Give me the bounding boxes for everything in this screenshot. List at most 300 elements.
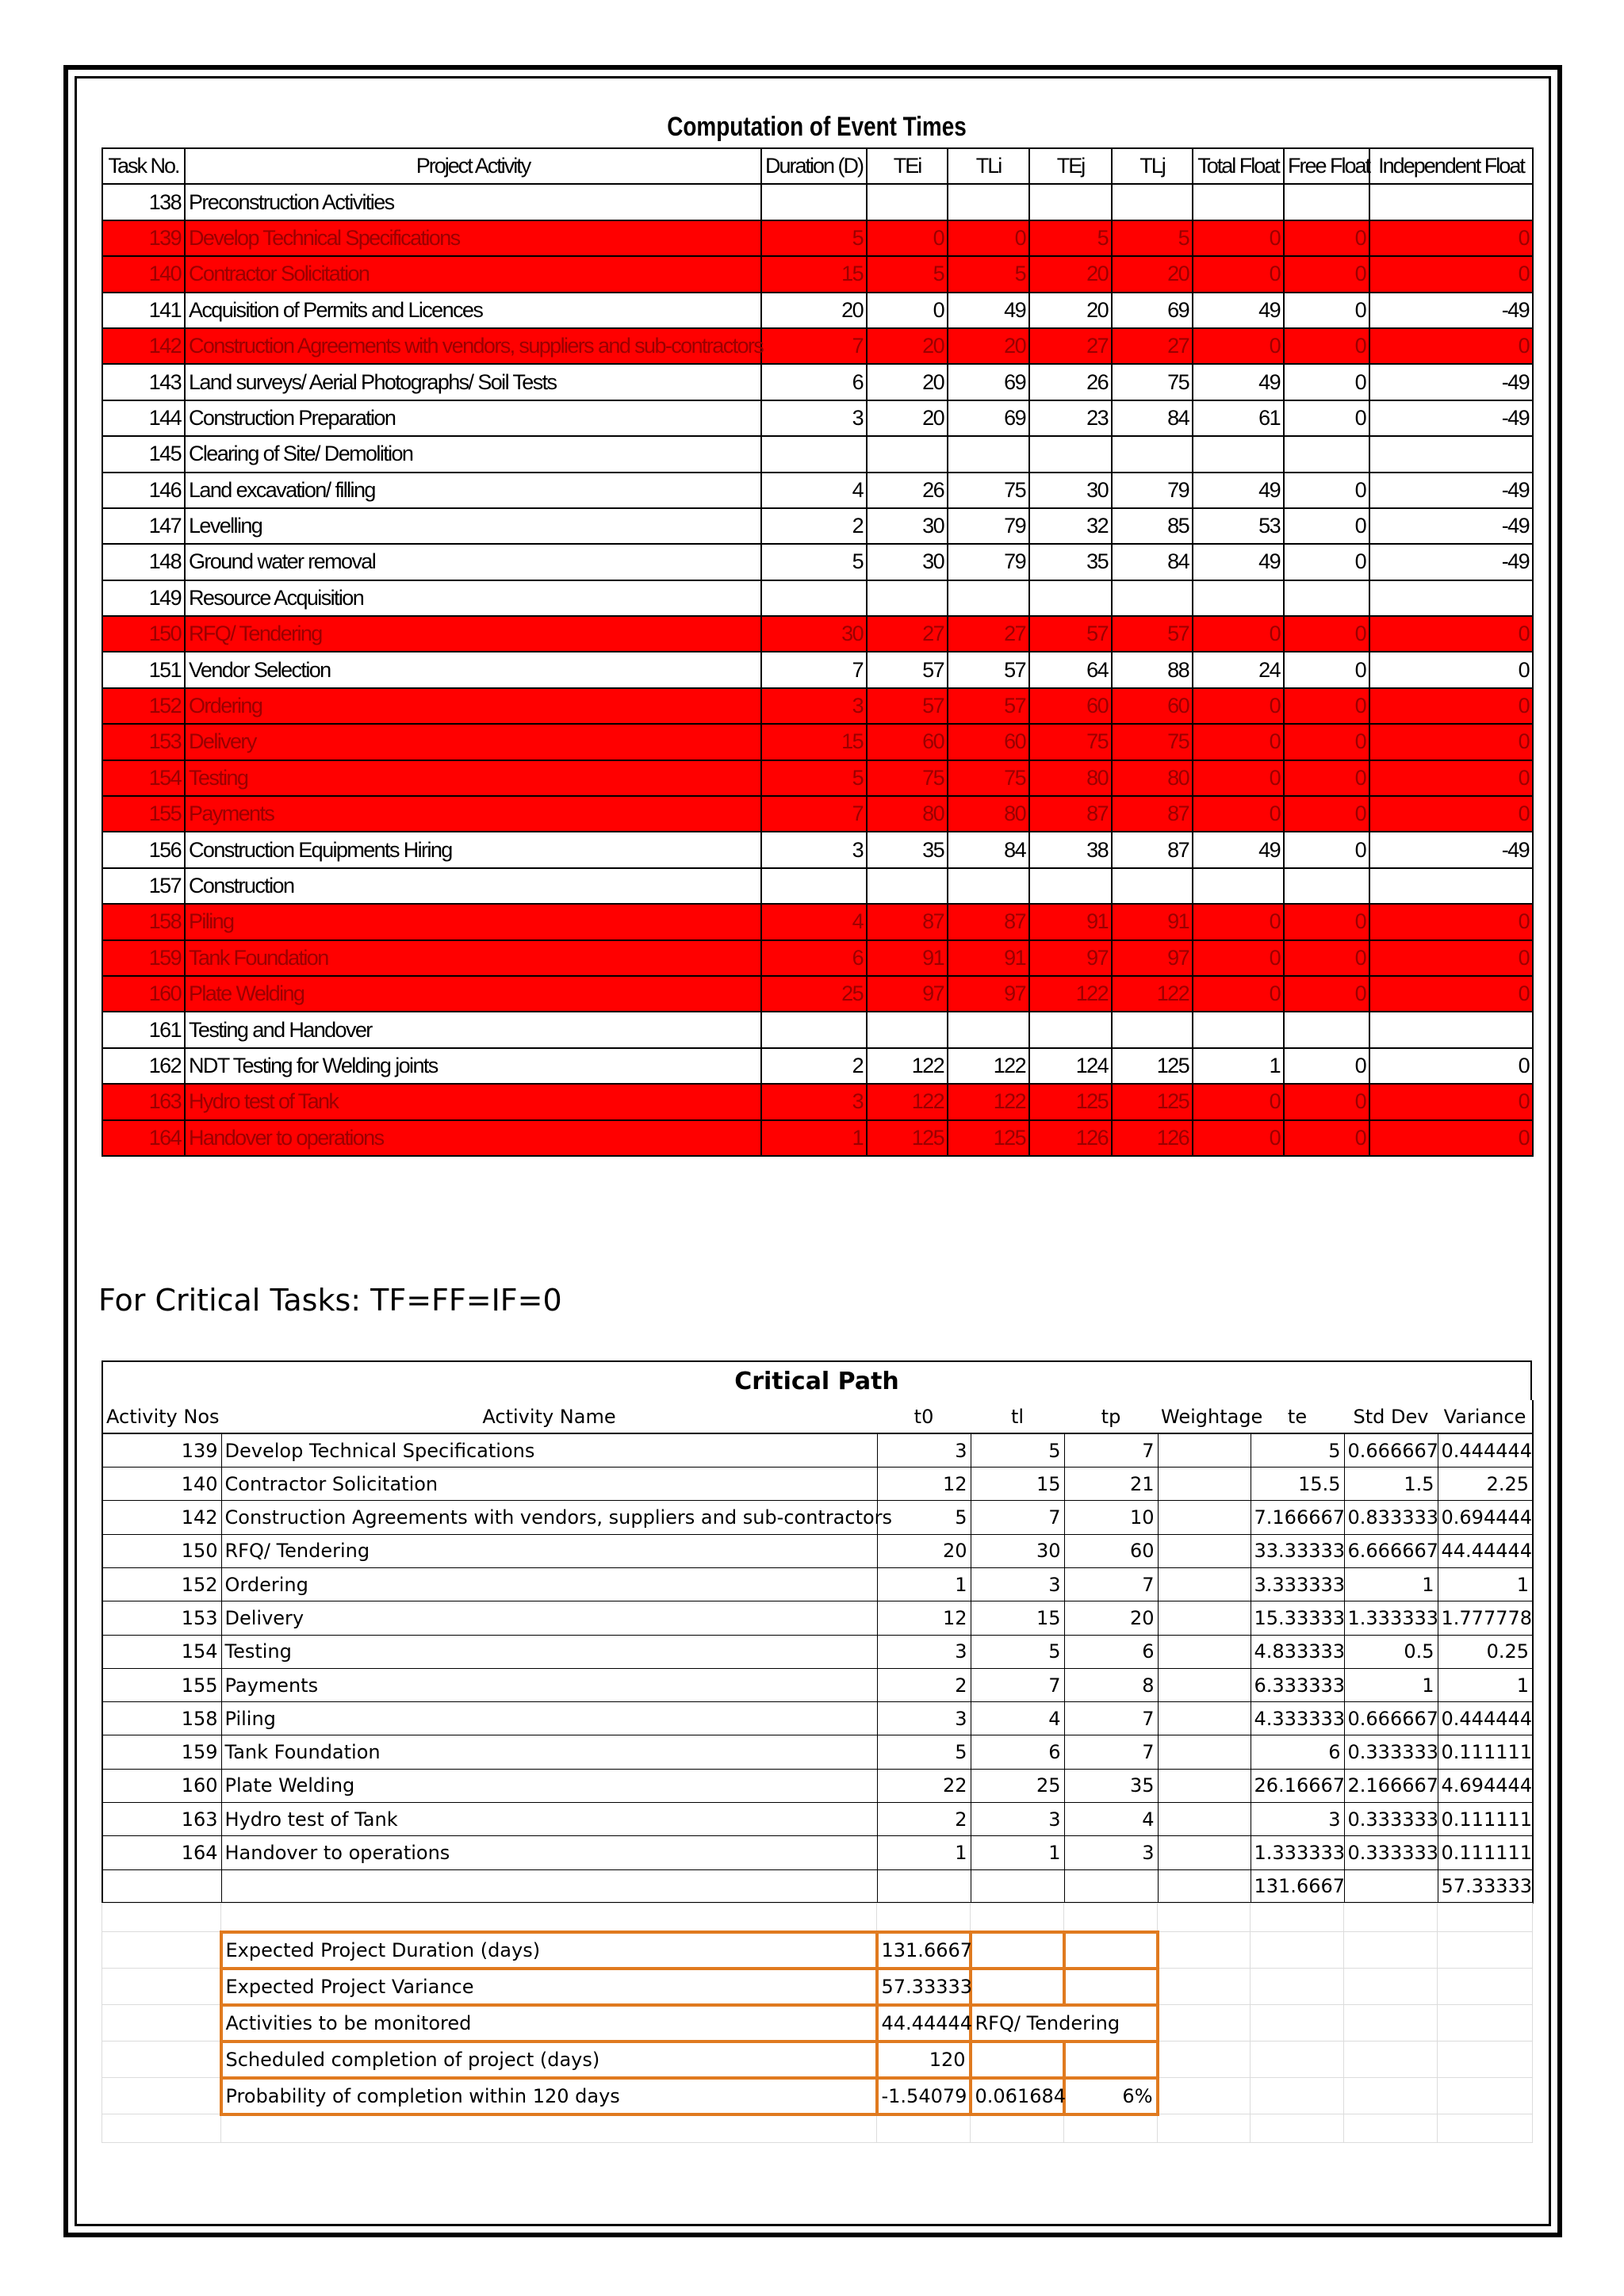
empty-cell: [761, 184, 867, 220]
task-number: 139: [102, 220, 185, 256]
task-value: 0: [1284, 976, 1369, 1012]
critical-path-cell: 1: [1438, 1567, 1533, 1601]
critical-path-cell: 0.111111: [1438, 1803, 1533, 1836]
task-value: 0: [1284, 544, 1369, 580]
grid-cell: [102, 2005, 221, 2042]
task-value: 87: [1112, 832, 1193, 867]
critical-task-row: [102, 616, 1533, 652]
critical-path-cell: 44.44444: [1438, 1534, 1533, 1567]
grid-cell: [102, 1932, 221, 1969]
task-value: 125: [1112, 1048, 1193, 1084]
task-value: 1: [761, 1120, 867, 1156]
task-number: 138: [102, 184, 185, 220]
grid-cell: [221, 2114, 877, 2143]
critical-path-cell: 20: [1064, 1601, 1158, 1635]
task-value: 27: [1029, 328, 1112, 364]
task-value: 20: [761, 293, 867, 328]
task-value: 0: [1369, 688, 1533, 724]
task-number: 153: [102, 724, 185, 760]
task-row: [102, 652, 1533, 687]
grid-cell: [1438, 1969, 1533, 2005]
task-value: 1: [1193, 1048, 1284, 1084]
spreadsheet-grid-row: [102, 2114, 1533, 2143]
task-number: 154: [102, 760, 185, 796]
task-name: Vendor Selection: [185, 652, 761, 687]
critical-path-cell: 153: [102, 1601, 221, 1635]
critical-path-cell: 0.444444: [1438, 1702, 1533, 1735]
event-header-cell: Independent Float: [1369, 148, 1533, 184]
total-te: 131.6667: [1251, 1869, 1344, 1903]
task-value: 0: [1284, 940, 1369, 976]
task-value: 5: [1112, 220, 1193, 256]
task-value: 0: [867, 220, 948, 256]
grid-cell: [1251, 1969, 1344, 2005]
empty-cell: [948, 184, 1029, 220]
task-value: 0: [1193, 1120, 1284, 1156]
grid-cell: [1158, 2078, 1251, 2114]
task-value: 91: [948, 940, 1029, 976]
task-value: 0: [1284, 760, 1369, 796]
task-value: 0: [1284, 724, 1369, 760]
task-value: 0: [1284, 616, 1369, 652]
summary-row: [102, 2078, 1533, 2114]
task-value: 60: [948, 724, 1029, 760]
critical-path-cell: 1.333333: [1251, 1836, 1344, 1869]
summary-label: Probability of completion within 120 days: [221, 2078, 877, 2114]
critical-path-cell: 0.444444: [1438, 1433, 1533, 1467]
critical-path-cell: Plate Welding: [221, 1769, 877, 1802]
task-row: [102, 832, 1533, 867]
task-name: Ground water removal: [185, 544, 761, 580]
critical-path-section: [102, 1360, 1532, 1904]
task-name: Plate Welding: [185, 976, 761, 1012]
task-value: 26: [867, 473, 948, 508]
critical-path-title: Critical Path: [102, 1360, 1532, 1400]
task-value: 0: [1369, 652, 1533, 687]
grid-cell: [1438, 2114, 1533, 2143]
task-value: 15: [761, 724, 867, 760]
task-name: Construction Equipments Hiring: [185, 832, 761, 867]
task-row: [102, 473, 1533, 508]
task-value: 26: [1029, 364, 1112, 400]
critical-task-row: [102, 796, 1533, 832]
task-value: 57: [867, 688, 948, 724]
task-value: 20: [867, 364, 948, 400]
task-name: Acquisition of Permits and Licences: [185, 293, 761, 328]
task-value: 3: [761, 400, 867, 436]
task-value: 0: [1284, 1048, 1369, 1084]
task-value: 0: [1284, 364, 1369, 400]
task-number: 143: [102, 364, 185, 400]
task-value: 87: [1029, 796, 1112, 832]
task-value: 0: [1369, 616, 1533, 652]
task-row: [102, 1048, 1533, 1084]
task-value: 75: [867, 760, 948, 796]
task-value: 38: [1029, 832, 1112, 867]
grid-cell: [1344, 2042, 1438, 2078]
task-number: 151: [102, 652, 185, 687]
task-value: 2: [761, 508, 867, 544]
critical-path-cell: 6.666667: [1344, 1534, 1438, 1567]
task-value: 80: [1112, 760, 1193, 796]
event-times-table: [102, 147, 1534, 1157]
task-value: 3: [761, 1084, 867, 1119]
task-value: 87: [1112, 796, 1193, 832]
critical-path-cell: 5: [971, 1635, 1064, 1668]
grid-cell: [1251, 2114, 1344, 2143]
task-name: Testing: [185, 760, 761, 796]
task-value: 35: [867, 832, 948, 867]
critical-path-cell: 60: [1064, 1534, 1158, 1567]
task-value: -49: [1369, 400, 1533, 436]
empty-cell: [1158, 1869, 1251, 1903]
task-value: 49: [1193, 473, 1284, 508]
critical-path-cell: 152: [102, 1567, 221, 1601]
critical-path-cell: 6.333333: [1251, 1668, 1344, 1701]
critical-path-cell: 6: [971, 1735, 1064, 1769]
empty-cell: [1344, 1869, 1438, 1903]
task-value: 25: [761, 976, 867, 1012]
critical-path-cell: 12: [877, 1601, 971, 1635]
critical-path-cell: 0.666667: [1344, 1433, 1438, 1467]
empty-cell: [948, 580, 1029, 616]
task-value: 97: [1112, 940, 1193, 976]
task-value: 0: [1369, 1048, 1533, 1084]
task-value: 84: [1112, 400, 1193, 436]
task-value: 0: [1369, 1084, 1533, 1119]
empty-cell: [102, 1869, 221, 1903]
task-value: 57: [1029, 616, 1112, 652]
critical-path-cell: 0.333333: [1344, 1803, 1438, 1836]
task-value: 4: [761, 473, 867, 508]
task-value: 0: [1193, 616, 1284, 652]
event-times-title: Computation of Event Times: [667, 112, 967, 142]
task-value: 20: [1029, 256, 1112, 292]
critical-path-cell: 1: [1344, 1668, 1438, 1701]
task-value: 24: [1193, 652, 1284, 687]
critical-path-cell: Construction Agreements with vendors, suppliers and sub-contractors: [221, 1501, 877, 1534]
task-number: 147: [102, 508, 185, 544]
critical-task-row: [102, 1120, 1533, 1156]
critical-path-cell: 160: [102, 1769, 221, 1802]
grid-cell: [877, 1904, 971, 1932]
grid-cell: [221, 1904, 877, 1932]
task-value: 57: [1112, 616, 1193, 652]
critical-path-cell: Hydro test of Tank: [221, 1803, 877, 1836]
task-value: 84: [1112, 544, 1193, 580]
grid-cell: [971, 2114, 1064, 2143]
task-value: 0: [867, 293, 948, 328]
task-value: 91: [1029, 904, 1112, 939]
task-value: 0: [1284, 473, 1369, 508]
grid-cell: [1158, 1904, 1251, 1932]
critical-path-cell: 26.16667: [1251, 1769, 1344, 1802]
task-value: 60: [1029, 688, 1112, 724]
grid-cell: [1438, 2078, 1533, 2114]
task-row: [102, 508, 1533, 544]
critical-path-cell: 5: [877, 1501, 971, 1534]
task-value: 20: [948, 328, 1029, 364]
critical-path-cell: 150: [102, 1534, 221, 1567]
summary-value: 44.44444: [877, 2005, 971, 2042]
task-value: 35: [1029, 544, 1112, 580]
summary-label: Expected Project Duration (days): [221, 1932, 877, 1969]
task-value: 0: [1193, 328, 1284, 364]
empty-cell: [1369, 1012, 1533, 1047]
task-value: 126: [1029, 1120, 1112, 1156]
task-value: 97: [1029, 940, 1112, 976]
task-name: Piling: [185, 904, 761, 939]
critical-path-cell: 140: [102, 1468, 221, 1501]
task-name: Delivery: [185, 724, 761, 760]
task-row: [102, 580, 1533, 616]
critical-task-row: [102, 760, 1533, 796]
critical-path-cell: 33.33333: [1251, 1534, 1344, 1567]
critical-path-cell: [1158, 1433, 1251, 1467]
task-value: 64: [1029, 652, 1112, 687]
critical-path-cell: 0.833333: [1344, 1501, 1438, 1534]
task-value: 79: [948, 544, 1029, 580]
critical-path-cell: [1158, 1601, 1251, 1635]
empty-cell: [1112, 580, 1193, 616]
grid-cell: [1438, 2042, 1533, 2078]
critical-task-row: [102, 940, 1533, 976]
critical-path-cell: 3: [877, 1635, 971, 1668]
critical-path-header-cell: tp: [1064, 1400, 1158, 1433]
critical-path-cell: 7.166667: [1251, 1501, 1344, 1534]
empty-cell: [1112, 436, 1193, 472]
task-name: Land excavation/ filling: [185, 473, 761, 508]
task-value: 0: [1369, 256, 1533, 292]
summary-value-2: [971, 1932, 1064, 1969]
critical-path-cell: 0.25: [1438, 1635, 1533, 1668]
spreadsheet-grid-row: [102, 1904, 1533, 1932]
task-name: Levelling: [185, 508, 761, 544]
critical-path-cell: 0.5: [1344, 1635, 1438, 1668]
task-value: 122: [867, 1048, 948, 1084]
task-row: [102, 400, 1533, 436]
critical-path-cell: 1: [1438, 1668, 1533, 1701]
task-value: 87: [948, 904, 1029, 939]
task-value: 0: [1193, 904, 1284, 939]
critical-path-cell: [1158, 1769, 1251, 1802]
critical-path-cell: 2: [877, 1803, 971, 1836]
task-value: 6: [761, 940, 867, 976]
empty-cell: [1064, 1869, 1158, 1903]
task-value: 7: [761, 328, 867, 364]
task-value: 88: [1112, 652, 1193, 687]
critical-path-row: [102, 1433, 1533, 1467]
empty-cell: [761, 868, 867, 904]
critical-path-cell: 155: [102, 1668, 221, 1701]
task-value: 5: [761, 760, 867, 796]
task-number: 159: [102, 940, 185, 976]
task-value: -49: [1369, 508, 1533, 544]
empty-cell: [867, 580, 948, 616]
event-header-row: [102, 148, 1533, 184]
task-value: 0: [1369, 220, 1533, 256]
critical-path-cell: 0.111111: [1438, 1836, 1533, 1869]
task-value: 3: [761, 832, 867, 867]
empty-cell: [1193, 1012, 1284, 1047]
critical-path-cell: 15: [971, 1468, 1064, 1501]
task-number: 148: [102, 544, 185, 580]
critical-path-cell: Piling: [221, 1702, 877, 1735]
grid-cell: [1158, 2005, 1251, 2042]
grid-cell: [1251, 2078, 1344, 2114]
critical-path-cell: 4.694444: [1438, 1769, 1533, 1802]
critical-path-totals-row: [102, 1869, 1533, 1903]
grid-cell: [1251, 1904, 1344, 1932]
event-header-cell: TEj: [1029, 148, 1112, 184]
task-number: 145: [102, 436, 185, 472]
task-number: 158: [102, 904, 185, 939]
task-number: 141: [102, 293, 185, 328]
task-value: 53: [1193, 508, 1284, 544]
task-name: Hydro test of Tank: [185, 1084, 761, 1119]
empty-cell: [1284, 436, 1369, 472]
critical-path-row: [102, 1534, 1533, 1567]
empty-cell: [1193, 184, 1284, 220]
critical-path-cell: 12: [877, 1468, 971, 1501]
task-value: 125: [948, 1120, 1029, 1156]
task-number: 157: [102, 868, 185, 904]
task-name: RFQ/ Tendering: [185, 616, 761, 652]
task-value: 4: [761, 904, 867, 939]
task-value: 0: [1193, 760, 1284, 796]
task-value: 122: [867, 1084, 948, 1119]
critical-path-cell: 1: [877, 1836, 971, 1869]
task-value: 75: [948, 473, 1029, 508]
task-value: 60: [1112, 688, 1193, 724]
task-number: 152: [102, 688, 185, 724]
event-header-cell: TLi: [948, 148, 1029, 184]
task-value: 0: [1369, 796, 1533, 832]
task-number: 164: [102, 1120, 185, 1156]
grid-cell: [102, 2078, 221, 2114]
task-value: 0: [1369, 976, 1533, 1012]
task-value: 2: [761, 1048, 867, 1084]
critical-path-header-cell: tl: [971, 1400, 1064, 1433]
task-number: 155: [102, 796, 185, 832]
grid-cell: [102, 1904, 221, 1932]
task-value: 0: [1369, 724, 1533, 760]
summary-row: [102, 1932, 1533, 1969]
grid-cell: [971, 1904, 1064, 1932]
task-value: 125: [867, 1120, 948, 1156]
empty-cell: [948, 868, 1029, 904]
task-value: 0: [1193, 256, 1284, 292]
task-value: 91: [1112, 904, 1193, 939]
critical-path-cell: 2: [877, 1668, 971, 1701]
critical-path-cell: 15.33333: [1251, 1601, 1344, 1635]
task-value: 27: [1112, 328, 1193, 364]
task-name: Land surveys/ Aerial Photographs/ Soil Tests: [185, 364, 761, 400]
critical-path-cell: 15.5: [1251, 1468, 1344, 1501]
empty-cell: [1112, 868, 1193, 904]
critical-tasks-note: For Critical Tasks: TF=FF=IF=0: [98, 1283, 562, 1318]
task-value: 0: [1284, 796, 1369, 832]
task-value: 80: [948, 796, 1029, 832]
event-header-cell: TLj: [1112, 148, 1193, 184]
task-number: 162: [102, 1048, 185, 1084]
critical-path-cell: [1158, 1468, 1251, 1501]
task-value: 30: [761, 616, 867, 652]
grid-cell: [1158, 1969, 1251, 2005]
task-value: 125: [1112, 1084, 1193, 1119]
critical-path-cell: 163: [102, 1803, 221, 1836]
empty-cell: [1369, 580, 1533, 616]
task-value: 75: [1112, 724, 1193, 760]
empty-cell: [877, 1869, 971, 1903]
task-value: 122: [948, 1048, 1029, 1084]
grid-cell: [1438, 2005, 1533, 2042]
task-value: 91: [867, 940, 948, 976]
task-row: [102, 436, 1533, 472]
critical-path-cell: 3: [971, 1567, 1064, 1601]
critical-task-row: [102, 724, 1533, 760]
critical-path-row: [102, 1702, 1533, 1735]
empty-cell: [1112, 184, 1193, 220]
task-name: Ordering: [185, 688, 761, 724]
critical-path-cell: [1158, 1501, 1251, 1534]
task-value: 97: [867, 976, 948, 1012]
critical-path-cell: Testing: [221, 1635, 877, 1668]
critical-path-cell: 7: [1064, 1702, 1158, 1735]
task-value: 49: [1193, 293, 1284, 328]
critical-path-cell: 30: [971, 1534, 1064, 1567]
empty-cell: [1029, 1012, 1112, 1047]
task-row: [102, 868, 1533, 904]
critical-task-row: [102, 220, 1533, 256]
empty-cell: [867, 1012, 948, 1047]
task-value: 32: [1029, 508, 1112, 544]
critical-path-cell: Ordering: [221, 1567, 877, 1601]
task-value: 85: [1112, 508, 1193, 544]
task-value: 27: [948, 616, 1029, 652]
empty-cell: [1369, 868, 1533, 904]
critical-path-table: [102, 1400, 1534, 1904]
task-name: Clearing of Site/ Demolition: [185, 436, 761, 472]
summary-value: -1.54079: [877, 2078, 971, 2114]
task-number: 140: [102, 256, 185, 292]
empty-cell: [867, 868, 948, 904]
critical-path-cell: Handover to operations: [221, 1836, 877, 1869]
critical-path-row: [102, 1468, 1533, 1501]
critical-path-cell: 0.666667: [1344, 1702, 1438, 1735]
task-value: 84: [948, 832, 1029, 867]
task-value: 79: [948, 508, 1029, 544]
task-number: 144: [102, 400, 185, 436]
task-value: 57: [948, 688, 1029, 724]
task-value: 79: [1112, 473, 1193, 508]
task-row: [102, 293, 1533, 328]
task-value: 0: [1284, 508, 1369, 544]
critical-path-cell: 8: [1064, 1668, 1158, 1701]
empty-cell: [1284, 1012, 1369, 1047]
task-name: Construction Preparation: [185, 400, 761, 436]
total-variance: 57.33333: [1438, 1869, 1533, 1903]
critical-path-row: [102, 1567, 1533, 1601]
task-value: 75: [948, 760, 1029, 796]
task-value: 97: [948, 976, 1029, 1012]
task-name: Contractor Solicitation: [185, 256, 761, 292]
critical-path-cell: 7: [971, 1501, 1064, 1534]
critical-path-row: [102, 1668, 1533, 1701]
grid-cell: [1344, 2078, 1438, 2114]
critical-path-cell: 35: [1064, 1769, 1158, 1802]
task-name: Tank Foundation: [185, 940, 761, 976]
